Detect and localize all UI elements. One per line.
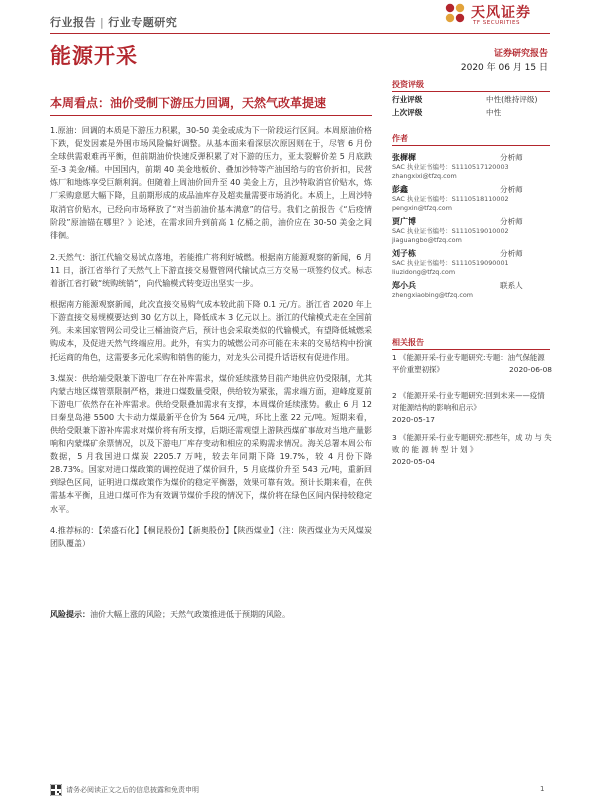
analyst-card <box>392 248 550 277</box>
contact-card <box>392 280 550 300</box>
related-report[interactable] <box>392 432 552 468</box>
analyst-role: 分析师 <box>500 217 523 226</box>
company-logo <box>444 2 554 28</box>
qr-code-icon <box>50 784 62 796</box>
category-separator: | <box>100 16 105 29</box>
previous-rating-label: 上次评级 <box>392 108 423 117</box>
analyst-cert: SAC 执业证书编号：S1110518110002 <box>392 195 509 203</box>
contact-email[interactable]: zhengxiaobing@tfzq.com <box>392 291 474 299</box>
risk-warning <box>50 608 372 621</box>
authors-divider <box>392 145 550 146</box>
analyst-role: 分析师 <box>500 249 523 258</box>
analyst-cert: SAC 执业证书编号：S1110517120003 <box>392 163 509 171</box>
report-category <box>50 14 177 30</box>
related-report-date: 2020-05-04 <box>392 457 435 466</box>
analyst-cert: SAC 执业证书编号：S1110519010002 <box>392 227 509 235</box>
paragraph-gas-detail: 根据南方能源观察新闻，此次直接交易购气成本较此前下降 0.1 元/方。浙江省 2020 年上下游直接交易规模要达到 30 亿方以上，降低成本 3 亿元以上。浙江的代输模式走在全国前列。未来国家管网公司受让三桶油资产后，预计也会采取类似的代输模式，有望降低城燃采购成本，及促进天然气终端应用。此外，有实力的城燃公司亦可能在未来的交易结构中扮演托运商的角色，这需要多元化采购和销售的能力，对龙头公司提升话语权有促进作用。 <box>50 300 372 362</box>
analyst-card <box>392 152 550 181</box>
analyst-name: 刘子栋 <box>392 249 416 258</box>
rating-heading: 投资评级 <box>392 80 424 89</box>
analyst-role: 分析师 <box>500 153 523 162</box>
header-divider <box>50 33 550 34</box>
analyst-card <box>392 184 550 213</box>
analyst-email[interactable]: liuzidong@tfzq.com <box>392 268 456 276</box>
footer-disclaimer: 请务必阅读正文之后的信息披露和免责申明 <box>66 786 199 794</box>
related-report-title[interactable]: 1 《能源开采-行业专题研究:专题：油气保能源平价重塑初探》 <box>392 353 545 374</box>
related-report-title[interactable]: 2 《能源开采-行业专题研究:回到未来——疫情对能源结构的影响和启示》 <box>392 391 545 412</box>
risk-label: 风险提示： <box>50 610 90 619</box>
contact-name: 郑小兵 <box>392 281 416 290</box>
risk-text: 油价大幅上涨的风险；天然气政策推进低于预期的风险。 <box>90 610 290 619</box>
headline-divider <box>50 115 372 116</box>
paragraph-gas: 2.天然气：浙江代输交易试点落地，若能推广将利好城燃。根据南方能源观察的新闻，6 月 11 日，浙江省举行了天然气上下游直接交易暨管网代输试点三方交易一项签约仪式。标志着浙江省打破“统购统销”，向代输模式转变迈出坚实一步。 <box>50 252 372 289</box>
analyst-name: 贾广博 <box>392 217 416 226</box>
analyst-email[interactable]: jiaguangbo@tfzq.com <box>392 236 462 244</box>
page-title: 能源开采 <box>50 44 138 68</box>
previous-rating-value: 中性 <box>486 108 502 117</box>
report-date: 2020 年 06 月 15 日 <box>460 63 548 73</box>
analyst-name: 彭鑫 <box>392 185 408 194</box>
related-report[interactable] <box>392 352 552 376</box>
category-label: 行业报告 <box>50 16 96 29</box>
rating-label: 行业评级 <box>392 95 423 104</box>
analyst-card <box>392 216 550 245</box>
tf-logo-icon <box>444 2 466 24</box>
analyst-email[interactable]: pengxin@tfzq.com <box>392 204 452 212</box>
subcategory-label: 行业专题研究 <box>108 16 178 29</box>
analyst-email[interactable]: zhangxixi@tfzq.com <box>392 172 457 180</box>
paragraph-oil: 1.原油：回调的本质是下游压力积累，30-50 美金或成为下一阶段运行区间。本周原油价格下跌，促发因素是外围市场风险偏好调整。从基本面来看深层次原因则在于，尽管 6 月份全球供需艰难再平衡，但前期油价快速反弹积累了对下游的压力，亚太裂解价差 5 月底跌至-3 美金/桶。中国国内，前期 40 美金地板价、叠加沙特等产油国给与的官价折扣，民营炼厂和地炼享受巨额利润。但随着上周油价回升至 40 美金上方，且沙特取消官价贴水，炼厂采购意愿大幅下降，且前期形成的成品油库存及超卖量需要市场消化。本质上，上周沙特取消官价贴水，已经向市场释放了“对当前油价基本满意”的信号。我们之前报告《“后疫情阶段”原油锚在哪里？》论述，在需求回升到前高 1 亿桶之前，油价应在 30-50 美金之间徘徊。 <box>50 126 372 240</box>
contact-role: 联系人 <box>500 281 523 290</box>
previous-rating-row <box>392 106 550 119</box>
rating-value: 中性(维持评级) <box>486 95 538 104</box>
page-number: 1 <box>540 785 545 793</box>
related-heading: 相关报告 <box>392 338 424 347</box>
analyst-name: 张樨樨 <box>392 153 416 162</box>
authors-heading: 作者 <box>392 134 408 143</box>
related-report[interactable] <box>392 390 552 426</box>
paragraph-picks: 4.推荐标的：【荣盛石化】【桐昆股份】【新奥股份】【陕西煤业】（注：陕西煤业为天风煤炭团队覆盖） <box>50 525 372 548</box>
logo-text-en: TF SECURITIES <box>473 20 520 26</box>
paragraph-coal: 3.煤炭：供给端受限兼下游电厂存在补库需求，煤价延续涨势目前产地供应仍受限制，尤其内蒙古地区煤管票限制严格，兼进口煤数量受限，供给较为紧张，需求端方面，迎峰度夏前下游电厂依然存在补库需求。供给受限叠加需求有支撑，本周煤价延续涨势。截止 6 月 12 日秦皇岛港 5500 大卡动力煤最新平仓价为 564 元/吨，环比上涨 22 元/吨。短期来看，供给受限兼下游补库需求对煤价将有所支撑，后期还需观望上游陕西煤矿事故对当地产量影响和内蒙煤矿余票情况，以及下游电厂库存变动和相应的采购需求情况。海关总署本周公布数据，5 月我国进口煤炭 2205.7 万吨，较去年同期下降 19.7%，较 4 月份下降 28.73%。国家对进口煤政策的调控促进了煤价回升，5 月底煤价升至 543 元/吨，重新回到绿色区间，证明进口煤政策作为煤价的稳定平衡器，效果可靠有效。预计长期来看，在供需基本平衡，且进口煤可作为有效调节煤价手段的情况下，煤价将在绿色区间内保持较稳定水平。 <box>50 373 372 514</box>
analyst-cert: SAC 执业证书编号：S1110519090001 <box>392 259 509 267</box>
related-report-date: 2020-06-08 <box>509 365 552 374</box>
related-report-date: 2020-05-17 <box>392 415 435 424</box>
rating-divider <box>392 91 550 92</box>
body-text <box>50 124 372 558</box>
related-report-title[interactable]: 3 《能源开采-行业专题研究:那些年，成 功 与 失 败 的 能 源 转 型 计 划 》 <box>392 433 552 454</box>
logo-text-cn: 天风证券 <box>471 5 531 21</box>
related-divider <box>392 349 550 350</box>
analyst-role: 分析师 <box>500 185 523 194</box>
report-type: 证券研究报告 <box>493 49 548 59</box>
rating-row <box>392 93 550 106</box>
headline: 本周看点：油价受制下游压力回调，天然气改革提速 <box>50 96 327 110</box>
